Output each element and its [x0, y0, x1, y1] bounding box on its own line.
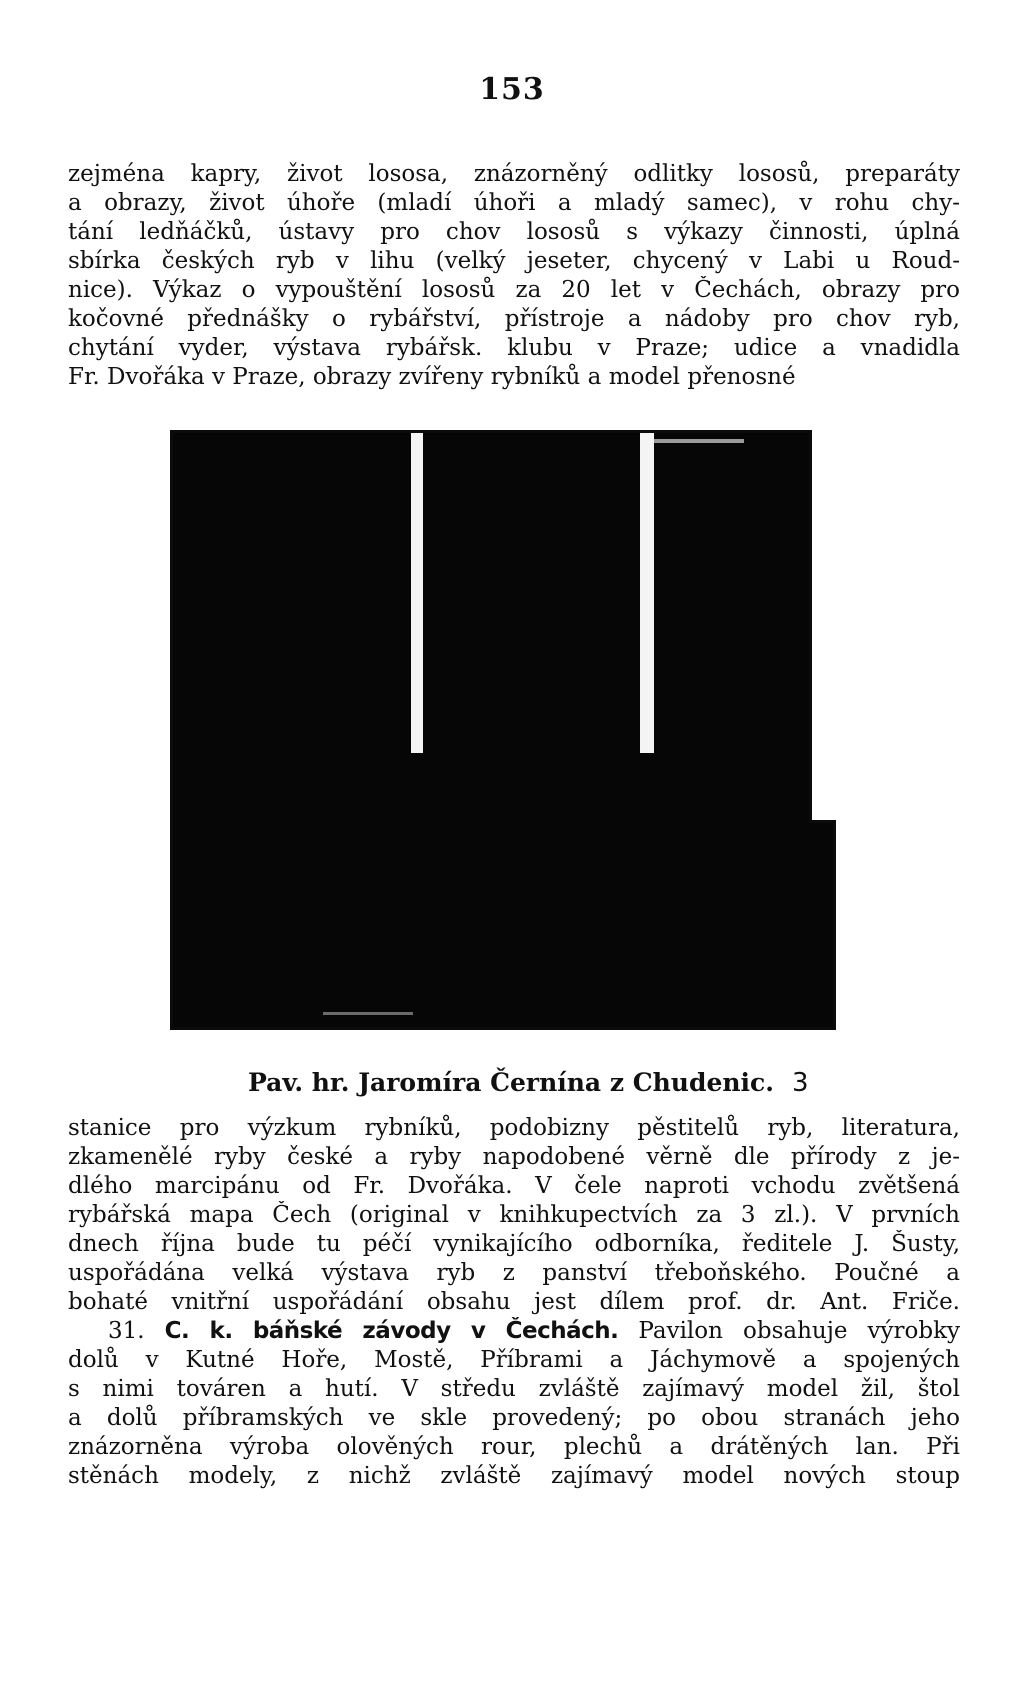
text-line: bohaté vnitřní uspořádání obsahu jest dílem prof. dr. Ant. Friče.: [68, 1289, 960, 1315]
pavilion-photograph: [170, 430, 836, 1030]
text-line: kočovné přednášky o rybářství, přístroje a nádoby pro chov ryb,: [68, 306, 960, 332]
bottom-paragraph: [68, 1114, 960, 1491]
text-line: chytání vyder, výstava rybářsk. klubu v Praze; udice a vnadidla: [68, 335, 960, 361]
text-line: uspořádána velká výstava ryb z panství třeboňského. Poučné a: [68, 1260, 960, 1286]
text-line: tání ledňáčků, ústavy pro chov lososů s výkazy činnosti, úplná: [68, 219, 960, 245]
photo-light-column-right: [640, 433, 654, 753]
page-number: 153: [479, 72, 545, 107]
top-paragraph: [68, 160, 960, 392]
caption-handwritten-mark: 3: [791, 1068, 809, 1098]
photo-light-streak: [654, 439, 744, 443]
text-line: stěnách modely, z nichž zvláště zajímavý model nových stoup: [68, 1463, 960, 1489]
text-line: dnech října bude tu péčí vynikajícího odborníka, ředitele J. Šusty,: [68, 1231, 960, 1257]
photo-light-column-left: [411, 433, 423, 753]
text-line: Fr. Dvořáka v Praze, obrazy zvířeny rybníků a model přenosné: [68, 364, 796, 390]
section-first-line-text: Pavilon obsahuje výrobky: [638, 1318, 960, 1344]
text-line: stanice pro výzkum rybníků, podobizny pěstitelů ryb, literatura,: [68, 1115, 960, 1141]
photo-ground-streak: [323, 1012, 413, 1015]
text-line: s nimi továren a hutí. V středu zvláště zajímavý model žil, štol: [68, 1376, 960, 1402]
text-line: znázorněna výroba olověných rour, plechů a drátěných lan. Při: [68, 1434, 960, 1460]
photo-edge-cutout: [809, 430, 836, 823]
text-line: a obrazy, život úhoře (mladí úhoři a mladý samec), v rohu chy-: [68, 190, 960, 216]
text-line: dlého marcipánu od Fr. Dvořáka. V čele naproti vchodu zvětšená: [68, 1173, 960, 1199]
text-line: nice). Výkaz o vypouštění lososů za 20 let v Čechách, obrazy pro: [68, 277, 960, 303]
figure-caption: [248, 1068, 809, 1098]
text-line: zejména kapry, život lososa, znázorněný odlitky lososů, preparáty: [68, 161, 960, 187]
text-line: a dolů příbramských ve skle provedený; po obou stranách jeho: [68, 1405, 960, 1431]
text-line: sbírka českých ryb v lihu (velký jeseter, chycený v Labi u Roud-: [68, 248, 960, 274]
section-heading-line: [68, 1317, 960, 1346]
text-line: rybářská mapa Čech (original v knihkupectvích za 3 zl.). V prvních: [68, 1202, 960, 1228]
section-number: 31.: [108, 1318, 145, 1344]
text-line: zkamenělé ryby české a ryby napodobené věrně dle přírody z je-: [68, 1144, 960, 1170]
caption-text: Pav. hr. Jaromíra Černína z Chudenic.: [248, 1068, 774, 1097]
text-line: dolů v Kutné Hoře, Mostě, Příbrami a Jáchymově a spojených: [68, 1347, 960, 1373]
section-heading: C. k. báňské závody v Čechách.: [164, 1318, 619, 1344]
